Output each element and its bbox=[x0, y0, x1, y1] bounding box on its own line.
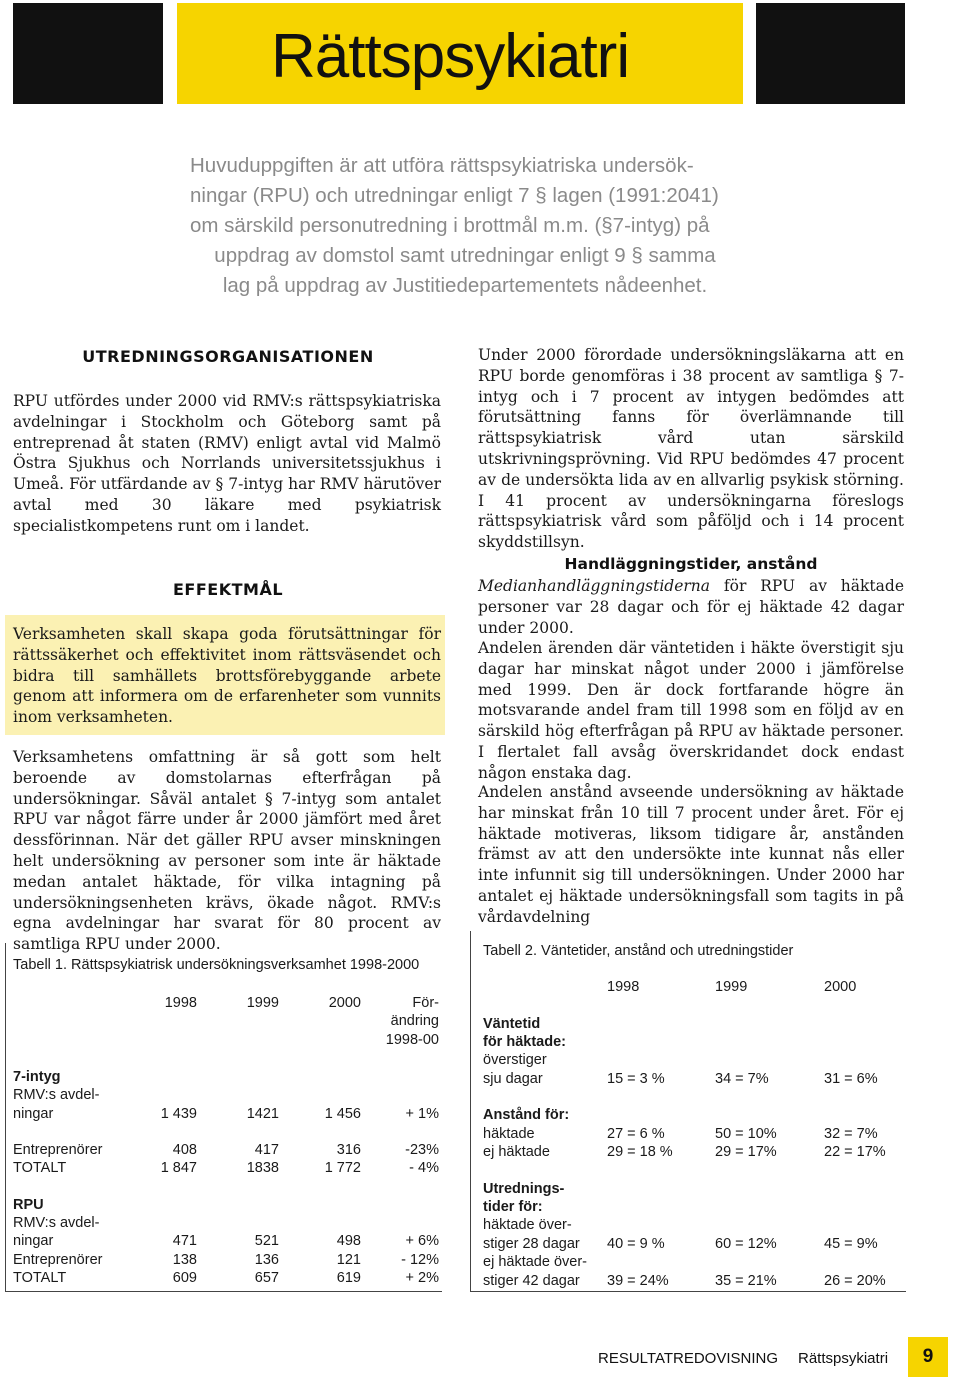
organisation-paragraph: RPU utfördes under 2000 vid RMV:s rättspsykiatriska avdelningar i Stockholm och Göteborg samt på entreprenad åt staten (RMV) enligt avtal vid Malmö Östra Sjukhus och Norrlands universitetssjukhus i Umeå. För utfärdande av § 7-intyg har RMV härutöver avtal med 30 läkare med psykiatrisk specialistkompetens runt om i landet. bbox=[13, 392, 441, 535]
table1-cell: 136 bbox=[254, 1252, 279, 1268]
page-title: Rättspsykiatri bbox=[271, 22, 630, 91]
table1-cell: + 2% bbox=[405, 1270, 439, 1286]
table2-group-title: Väntetid bbox=[483, 1016, 541, 1032]
table1-cell: 1 439 bbox=[160, 1106, 197, 1122]
table1-cell: 408 bbox=[172, 1142, 197, 1158]
table1-cell: 121 bbox=[336, 1252, 361, 1268]
table1-row-label: RMV:s avdel- bbox=[13, 1215, 100, 1231]
table2-row-label: ej häktade bbox=[483, 1144, 550, 1160]
section-heading-handlaggningstider: Handläggningstider, anstånd bbox=[564, 555, 818, 573]
table1-cell: - 4% bbox=[409, 1160, 439, 1176]
table1-change-header: För- bbox=[412, 995, 439, 1011]
table2-caption: Tabell 2. Väntetider, anstånd och utredningstider bbox=[483, 943, 794, 959]
intro-line: uppdrag av domstol samt utredningar enligt 9 § samma bbox=[214, 244, 716, 267]
intro-line: Huvuduppgiften är att utföra rättspsykiatriska undersök- bbox=[190, 154, 694, 177]
table1-cell: 521 bbox=[254, 1233, 279, 1249]
table1-cell: + 1% bbox=[405, 1106, 439, 1122]
section-heading-organisation: UTREDNINGSORGANISATIONEN bbox=[82, 347, 374, 366]
intro-line: lag på uppdrag av Justitiedepartementets nådeenhet. bbox=[222, 274, 708, 297]
table2-cell: 34 = 7% bbox=[715, 1071, 769, 1087]
table2-cell: 22 = 17% bbox=[824, 1144, 886, 1160]
table2-cell: 31 = 6% bbox=[824, 1071, 878, 1087]
table2-cell: 15 = 3 % bbox=[607, 1071, 665, 1087]
table1-cell: 609 bbox=[172, 1270, 197, 1286]
table2-row-label: stiger 28 dagar bbox=[483, 1236, 580, 1252]
right-paragraph-4: Andelen anstånd avseende undersökning av häktade har minskat från 10 till 7 procent under året. För ej häktade motiveras, liksom tidigare år, anstånden främst av att den undersökte inte kunnat nås eller inte infunnit sig till undersökningen. Under 2000 har antalet ej häktade undersökningsfall som tagits in på vårdavdelning bbox=[478, 783, 904, 926]
table2-cell: 60 = 12% bbox=[715, 1236, 777, 1252]
table1-cell: 1 847 bbox=[160, 1160, 197, 1176]
table1-cell: 316 bbox=[336, 1142, 361, 1158]
table1-cell: 138 bbox=[172, 1252, 197, 1268]
effektmal-paragraph: Verksamheten skall skapa goda förutsättningar för rättssäkerhet och effektivitet inom rättsväsendet och bidra till samhällets brottsförebyggande arbete genom att informera om de erfarenheter som vunnits inom verksamheten. bbox=[13, 625, 441, 727]
table1-cell: 657 bbox=[254, 1270, 279, 1286]
right-paragraph-2: Medianhandläggningstiderna för RPU av häktade personer var 28 dagar och för ej häktade 42 dagar under 2000. bbox=[478, 577, 904, 637]
table2-cell: 45 = 9% bbox=[824, 1236, 878, 1252]
table1-cell: 471 bbox=[172, 1233, 197, 1249]
page-number: 9 bbox=[908, 1337, 948, 1377]
table1-col-header: 1999 bbox=[246, 995, 279, 1011]
table1-change-header: ändring bbox=[390, 1013, 439, 1029]
table2-cell: 32 = 7% bbox=[824, 1126, 878, 1142]
table2-group-title: tider för: bbox=[483, 1199, 543, 1215]
table1-cell: 1 456 bbox=[324, 1106, 361, 1122]
table1-row-label: Entreprenörer bbox=[13, 1252, 103, 1268]
table2-cell: 29 = 18 % bbox=[607, 1144, 673, 1160]
table1-cell: 417 bbox=[254, 1142, 279, 1158]
table1-col-header: 2000 bbox=[328, 995, 361, 1011]
footer-chapter: Rättspsykiatri bbox=[798, 1350, 889, 1367]
table1-row-label: TOTALT bbox=[13, 1160, 67, 1176]
table1-row-label: TOTALT bbox=[13, 1270, 67, 1286]
table1-cell: 1 772 bbox=[324, 1160, 361, 1176]
table2-group-title: Utrednings- bbox=[483, 1181, 565, 1197]
table2-group-title: för häktade: bbox=[483, 1034, 566, 1050]
table1-cell: 498 bbox=[336, 1233, 361, 1249]
table1-row-label: RMV:s avdel- bbox=[13, 1087, 100, 1103]
table1-row-label: ningar bbox=[13, 1233, 54, 1249]
footer-section: RESULTATREDOVISNING bbox=[598, 1350, 779, 1367]
table2-cell: 27 = 6 % bbox=[607, 1126, 665, 1142]
emphasis-text: Medianhandläggningstiderna bbox=[478, 577, 711, 595]
table2-row-label: stiger 42 dagar bbox=[483, 1273, 580, 1289]
table2-cell: 39 = 24% bbox=[607, 1273, 669, 1289]
table1-row-label: ningar bbox=[13, 1106, 54, 1122]
right-paragraph-3: Andelen ärenden där väntetiden i häkte överstigit sju dagar har minskat något under 2000 i jämförelse med 1999. Den är dock fortfarande högre än motsvarande andel fram till 1998 som en följd av en särskild hög efterfrågan på RPU av häktade personer. I flertalet fall avsåg överskridandet dock endast någon enstaka dag. bbox=[478, 639, 904, 782]
section-heading-effektmal: EFFEKTMÅL bbox=[172, 580, 284, 599]
table2-cell: 50 = 10% bbox=[715, 1126, 777, 1142]
table2-cell: 29 = 17% bbox=[715, 1144, 777, 1160]
table2-cell: 35 = 21% bbox=[715, 1273, 777, 1289]
table1-cell: 1421 bbox=[246, 1106, 279, 1122]
table2-border-bottom bbox=[470, 1291, 906, 1292]
table1-row-label: Entreprenörer bbox=[13, 1142, 103, 1158]
table1-change-header: 1998-00 bbox=[385, 1032, 439, 1048]
table2-cell: 26 = 20% bbox=[824, 1273, 886, 1289]
table1-cell: 1838 bbox=[246, 1160, 279, 1176]
omfattning-paragraph: Verksamhetens omfattning är så gott som helt beroende av domstolarnas efterfrågan på undersökningar. Såväl antalet § 7-intyg som antalet RPU var något färre under år 2000 jämfört med året dessförinnan. När det gäller RPU avser minskningen helt undersökning av personer som inte är häktade medan antalet häktade, för vilka intagning på undersökningsenheten krävs, ökade något. RMV:s egna avdelningar har svarat för 80 procent av samtliga RPU under 2000. bbox=[13, 748, 441, 954]
table2-col-header: 1998 bbox=[607, 979, 640, 995]
table1-cell: + 6% bbox=[405, 1233, 439, 1249]
table2-row-label: ej häktade över- bbox=[483, 1254, 587, 1270]
table2-row-label: häktade över- bbox=[483, 1217, 572, 1233]
table1-cell: -23% bbox=[405, 1142, 439, 1158]
table1-row-label: RPU bbox=[13, 1197, 44, 1213]
table1-col-header: 1998 bbox=[164, 995, 197, 1011]
table2-cell: 40 = 9 % bbox=[607, 1236, 665, 1252]
intro-line: om särskild personutredning i brottmål m.m. (§7-intyg) på bbox=[190, 214, 710, 237]
table2-row-label: sju dagar bbox=[483, 1071, 543, 1087]
table1-cell: 619 bbox=[336, 1270, 361, 1286]
table2-row-label: överstiger bbox=[483, 1052, 547, 1068]
right-paragraph-1: Under 2000 förordade undersökningsläkarna att en RPU borde genomföras i 38 procent av samtliga § 7-intyg och i 7 procent av intygen bedömdes att förutsättning fanns för överlämnande till rättspsykiatrisk vård utan särskild utskrivningsprövning. Vid RPU bedömdes 47 procent av de undersökta lida av en allvarlig psykisk störning. I 41 procent av undersökningarna föreslogs rättspsykiatrisk vård som påföljd och i 14 procent skyddstillsyn. bbox=[478, 346, 904, 552]
intro-line: ningar (RPU) och utredningar enligt 7 § lagen (1991:2041) bbox=[190, 184, 719, 207]
table2-col-header: 2000 bbox=[824, 979, 857, 995]
table1-cell: - 12% bbox=[401, 1252, 439, 1268]
table2-col-header: 1999 bbox=[715, 979, 748, 995]
table1-row-label: 7-intyg bbox=[13, 1069, 61, 1085]
table2-group-title: Anstånd för: bbox=[483, 1107, 570, 1123]
table2-row-label: häktade bbox=[483, 1126, 535, 1142]
table1-caption: Tabell 1. Rättspsykiatrisk undersökningsverksamhet 1998-2000 bbox=[13, 957, 420, 973]
